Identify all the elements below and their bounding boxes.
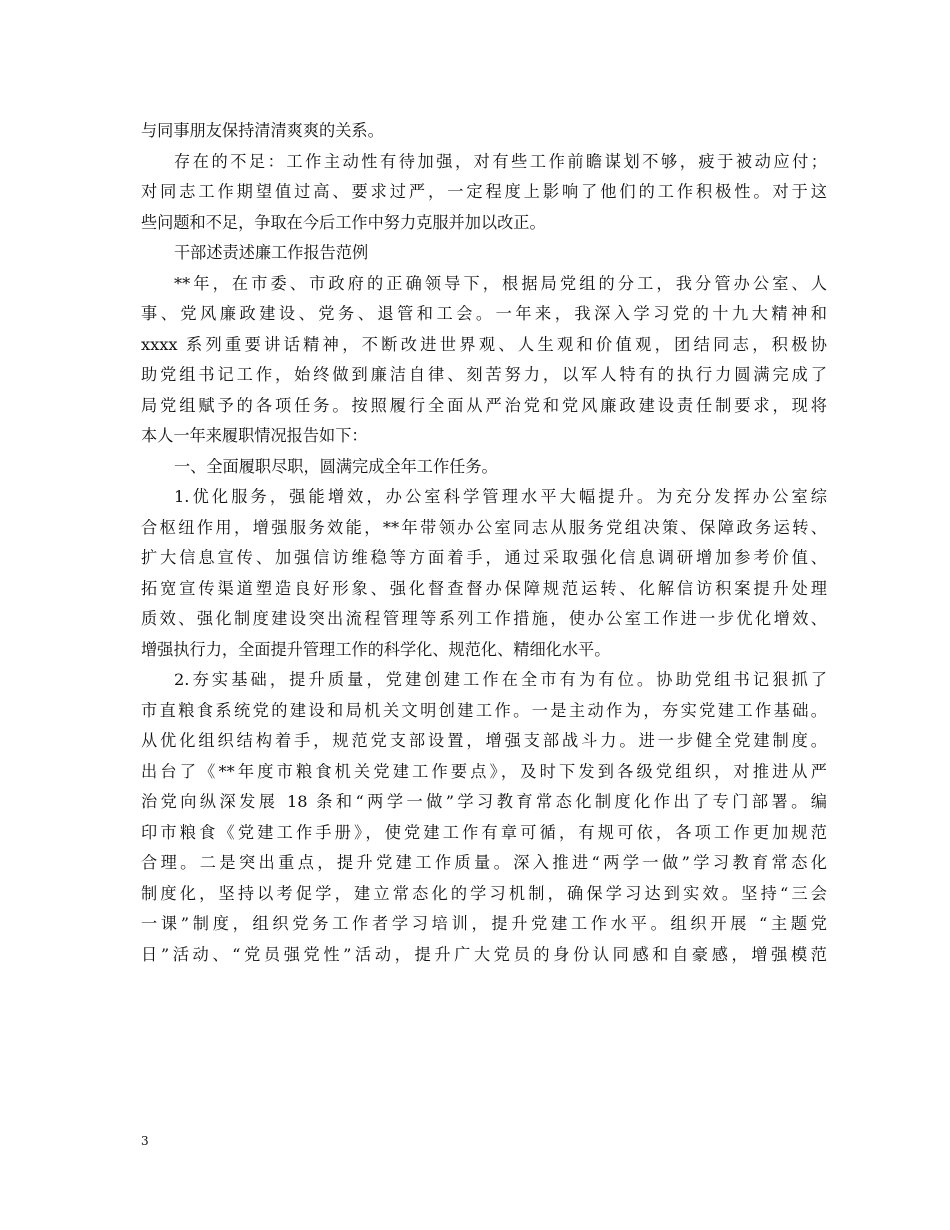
text-line: 2.夯实基础，提升质量，党建创建工作在全市有为有位。协助党组书记狠抓了 — [174, 670, 827, 689]
text-line: 一课”制度，组织党务工作者学习培训，提升党建工作水平。组织开展 “主题党 — [141, 914, 827, 933]
text-line: 局党组赋予的各项任务。按照履行全面从严治党和党风廉政建设责任制要求，现将 — [141, 395, 827, 415]
text-line: 合理。二是突出重点，提升党建工作质量。深入推进“两学一做”学习教育常态化 — [141, 853, 827, 872]
text-line: 日”活动、“党员强党性”活动，提升广大党员的身份认同感和自豪感，增强模范 — [141, 944, 827, 964]
text-line: 治党向纵深发展 18 条和“两学一做”学习教育常态化制度化作出了专门部署。编 — [141, 792, 827, 811]
document-body — [141, 116, 827, 970]
text-line: 存在的不足：工作主动性有待加强，对有些工作前瞻谋划不够，疲于被动应付； — [174, 151, 827, 171]
text-line: 对同志工作期望值过高、要求过严，一定程度上影响了他们的工作积极性。对于这 — [141, 182, 827, 201]
text-line: 1.优化服务，强能增效，办公室科学管理水平大幅提升。为充分发挥办公室综 — [174, 487, 827, 506]
text-line: 从优化组织结构着手，规范党支部设置，增强支部战斗力。进一步健全党建制度。 — [141, 731, 827, 750]
text-line: 市直粮食系统党的建设和局机关文明创建工作。一是主动作为，夯实党建工作基础。 — [141, 700, 827, 720]
text-line: 印市粮食《党建工作手册》，使党建工作有章可循，有规可依，各项工作更加规范 — [141, 822, 827, 842]
text-line: 助党组书记工作，始终做到廉洁自律、刻苦努力，以军人特有的执行力圆满完成了 — [141, 365, 827, 384]
text-line: 些问题和不足，争取在今后工作中努力克服并加以改正。 — [141, 212, 546, 232]
text-line: 拓宽宣传渠道塑造良好形象、强化督查督办保障规范运转、化解信访积案提升处理 — [141, 578, 827, 598]
text-line: 合枢纽作用，增强服务效能，**年带领办公室同志从服务党组决策、保障政务运转、 — [141, 517, 827, 537]
section-heading: 干部述责述廉工作报告范例 — [174, 243, 369, 262]
text-line: 质效、强化制度建设突出流程管理等系列工作措施，使办公室工作进一步优化增效、 — [141, 609, 827, 628]
text-line: 本人一年来履职情况报告如下： — [141, 426, 368, 445]
text-line: 与同事朋友保持清清爽爽的关系。 — [141, 121, 384, 140]
text-line: 事、党风廉政建设、党务、退管和工会。一年来，我深入学习党的十九大精神和 — [141, 304, 827, 323]
text-line: 扩大信息宣传、加强信访维稳等方面着手，通过采取强化信息调研增加参考价值、 — [141, 548, 827, 567]
page-number: 3 — [141, 1134, 149, 1148]
text-line: **年，在市委、市政府的正确领导下，根据局党组的分工，我分管办公室、人 — [174, 273, 827, 293]
text-line: 出台了《**年度市粮食机关党建工作要点》，及时下发到各级党组织，对推进从严 — [141, 761, 827, 781]
text-line: 增强执行力，全面提升管理工作的科学化、规范化、精细化水平。 — [141, 639, 611, 659]
text-line: xxxx 系列重要讲话精神，不断改进世界观、人生观和价值观，团结同志，积极协 — [141, 334, 827, 354]
subsection-heading: 一、全面履职尽职，圆满完成全年工作任务。 — [174, 456, 498, 476]
text-line: 制度化，坚持以考促学，建立常态化的学习机制，确保学习达到实效。坚持“三会 — [141, 883, 827, 903]
